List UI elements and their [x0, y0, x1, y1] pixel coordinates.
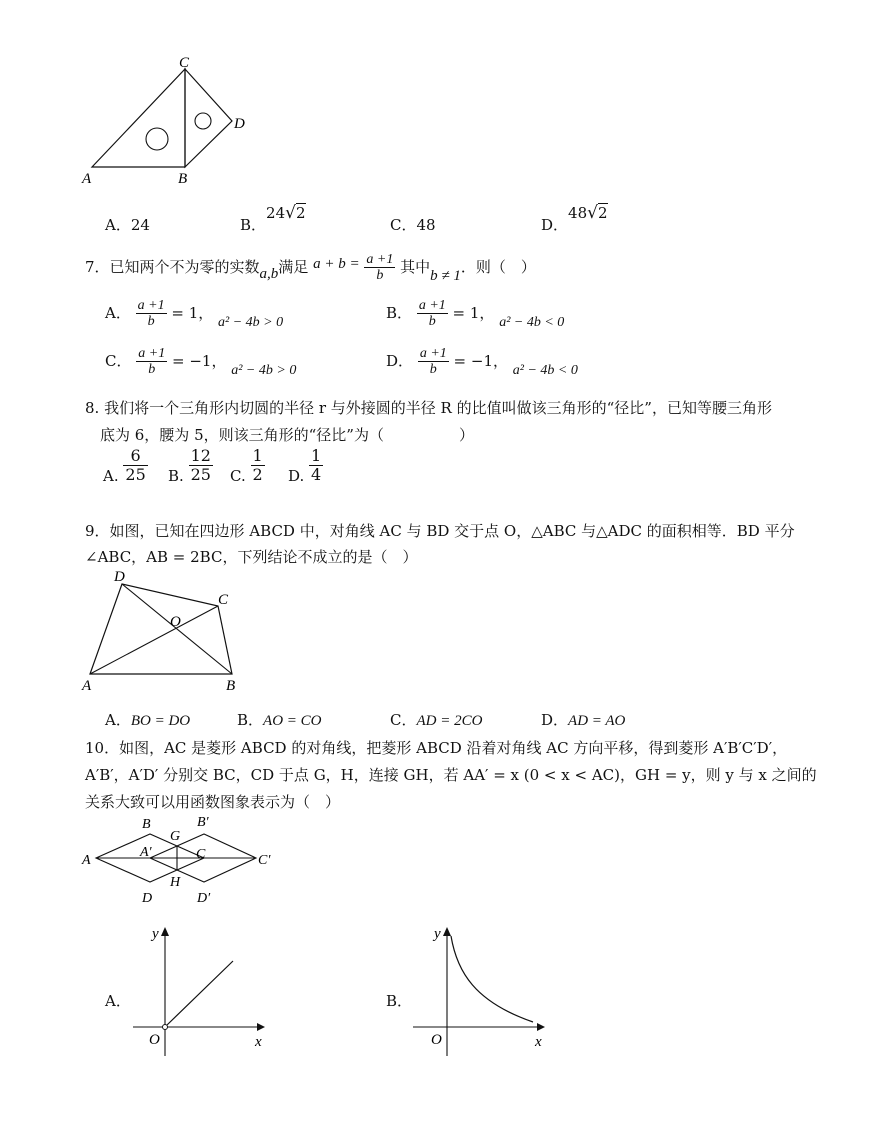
q6-option-a: A．24	[105, 216, 150, 234]
q10-line2: A′B′，A′D′ 分别交 BC，CD 于点 G，H，连接 GH，若 AA′ = x (0 < x < AC)，GH = y，则 y 与 x 之间的	[85, 766, 817, 784]
y-axis-label: y	[152, 926, 159, 942]
q9-line2: ∠ABC，AB = 2BC，下列结论不成立的是（ ）	[85, 548, 418, 566]
label-d: D	[114, 569, 125, 585]
origin-label: O	[149, 1032, 160, 1048]
q9-option-c: C．AD = 2CO	[390, 711, 483, 729]
label-o: O	[170, 614, 181, 630]
label-b: B	[142, 817, 151, 832]
q9-option-a: A．BO = DO	[105, 711, 191, 729]
q7-option-a: A． $\frac{a +1}{b}$ = 1， a² − 4b > 0	[105, 298, 284, 330]
q10-line3: 关系大致可以用函数图象表示为（ ）	[85, 793, 341, 811]
q7-option-c: C． $\frac{a +1}{b}$ = −1， a² − 4b > 0	[105, 346, 297, 378]
label-b-prime: B′	[197, 815, 209, 830]
figure-q6	[80, 55, 260, 190]
q6-option-c: C．48	[390, 216, 436, 234]
q10-graph-a	[125, 922, 275, 1062]
q8-option-b: B. $\frac{12}{25}$	[168, 446, 211, 486]
q10-graph-b	[405, 922, 555, 1062]
label-c: C	[196, 847, 206, 862]
q8-line1: 8. 我们将一个三角形内切圆的半径 r 与外接圆的半径 R 的比值叫做该三角形的“径比”，已知等腰三角形	[85, 399, 772, 417]
label-a: A	[82, 853, 91, 868]
label-a: A	[82, 678, 92, 694]
q8-option-a: A. $\frac{6}{25}$	[103, 446, 146, 486]
label-d: D	[142, 891, 153, 906]
q10-option-b-label: B．	[386, 992, 413, 1010]
label-b: B	[178, 171, 188, 187]
figure-q10	[78, 810, 278, 910]
q9-line1: 9．如图，已知在四边形 ABCD 中，对角线 AC 与 BD 交于点 O，△ABC 与△ADC 的面积相等．BD 平分	[85, 522, 795, 540]
y-axis-label: y	[434, 926, 441, 942]
q7-option-d: D． $\frac{a +1}{b}$ = −1， a² − 4b < 0	[386, 346, 578, 378]
label-d-prime: D′	[197, 891, 211, 906]
q10-line1: 10．如图，AC 是菱形 ABCD 的对角线，把菱形 ABCD 沿着对角线 AC 方向平移，得到菱形 A′B′C′D′，	[85, 739, 788, 757]
q7-stem: 7．已知两个不为零的实数a,b满足 a + b = $\frac{a +1}{b}$ 其中b ≠ 1．则（ ）	[85, 252, 536, 284]
label-g: G	[170, 829, 181, 844]
q8-option-c: C. $\frac{1}{2}$	[230, 446, 263, 486]
figure-q9	[78, 566, 258, 696]
q9-option-b: B．AO = CO	[237, 711, 322, 729]
x-axis-label: x	[535, 1034, 542, 1050]
q7-option-b: B． $\frac{a +1}{b}$ = 1， a² − 4b < 0	[386, 298, 565, 330]
label-a: A	[82, 171, 92, 187]
label-b: B	[226, 678, 236, 694]
q6-option-b: B．24√2	[240, 203, 306, 234]
label-c-prime: C′	[258, 853, 271, 868]
label-c: C	[218, 592, 229, 608]
x-axis-label: x	[255, 1034, 262, 1050]
q6-option-d: D．48√2	[541, 203, 608, 234]
label-a-prime: A′	[140, 845, 152, 860]
q8-option-d: D. $\frac{1}{4}$	[288, 446, 322, 486]
label-h: H	[170, 875, 181, 890]
q9-option-d: D．AD = AO	[541, 711, 626, 729]
origin-label: O	[431, 1032, 442, 1048]
label-d: D	[234, 116, 245, 132]
label-c: C	[179, 55, 190, 71]
q10-option-a-label: A．	[105, 992, 131, 1010]
q8-line2: 底为 6，腰为 5，则该三角形的“径比”为（ ）	[100, 426, 474, 444]
